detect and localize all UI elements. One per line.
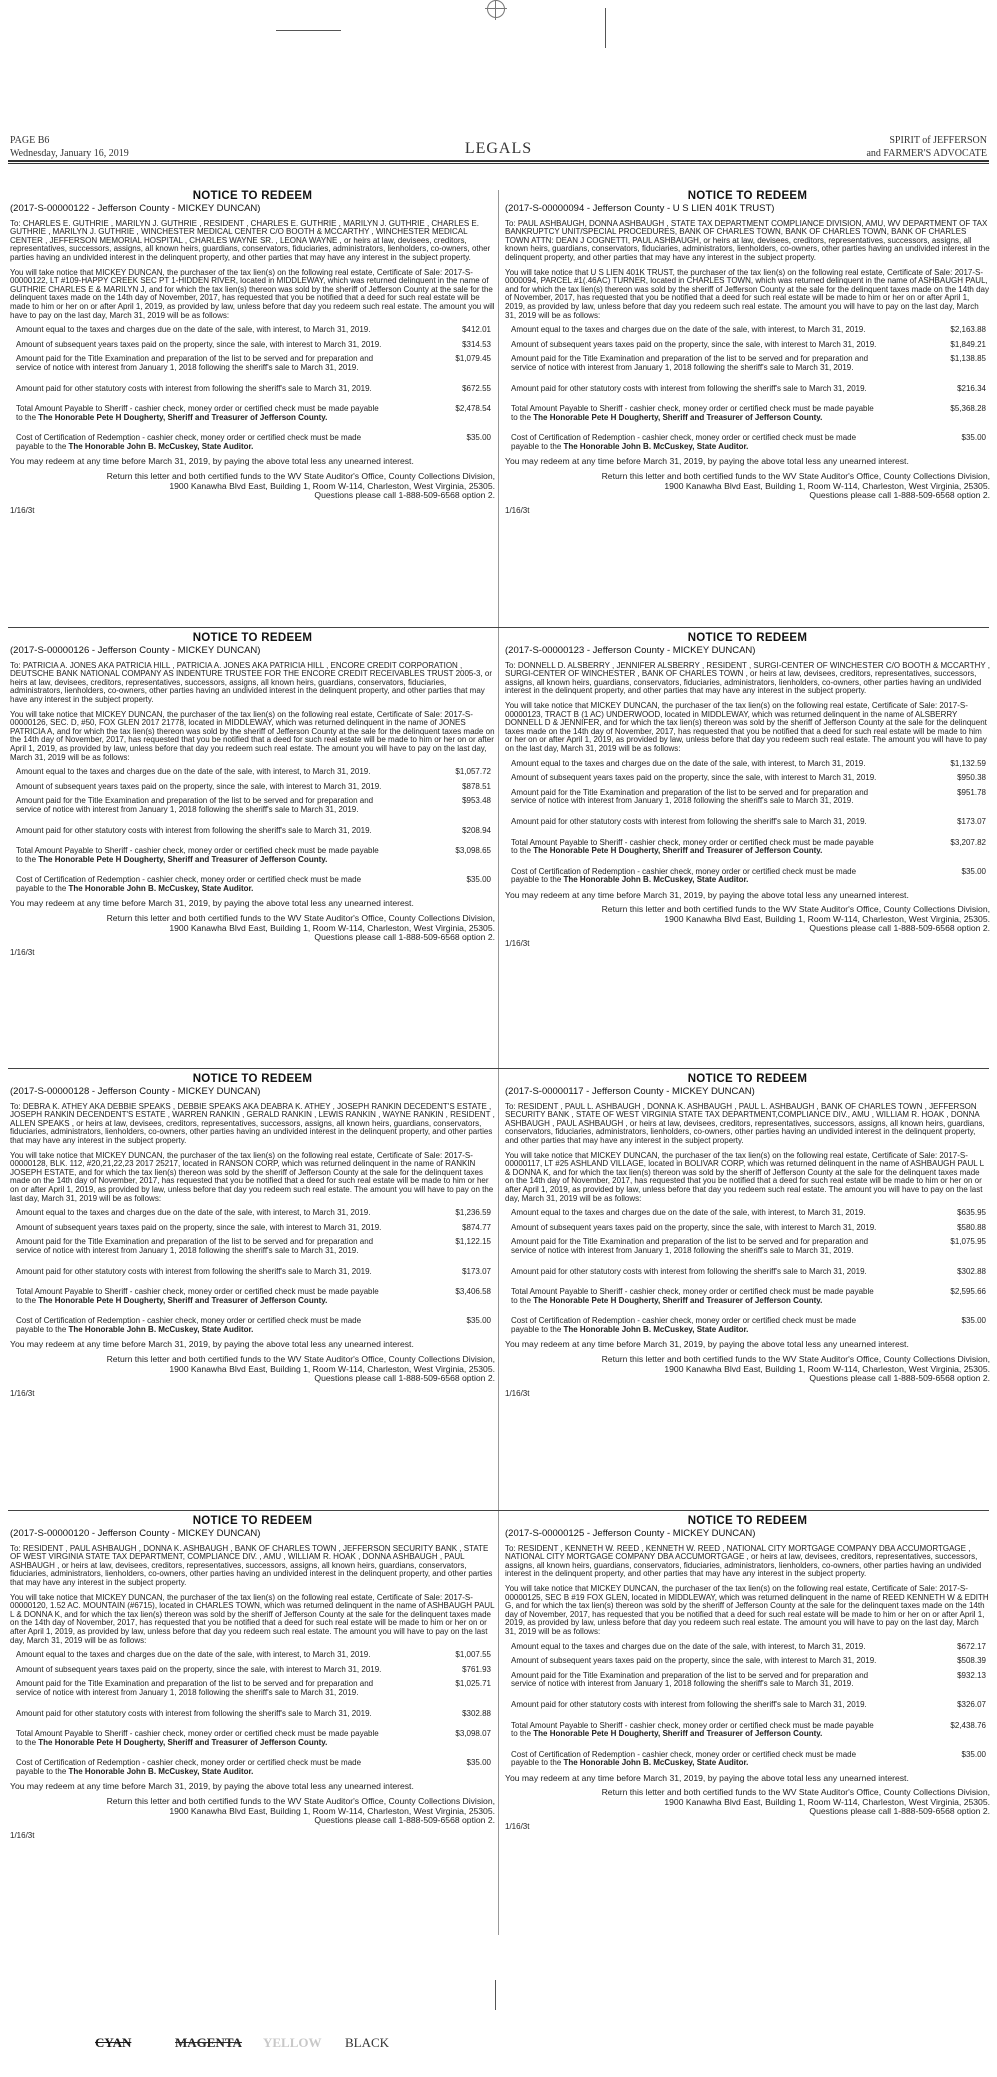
amount-value: $314.53 — [462, 339, 491, 349]
return-instructions: Return this letter and both certified funds to the WV State Auditor's Office, County Collections Division, 1900 Kanawha Blvd East, Building 1, Room W-114, Charleston, West Virginia, 25305. Questions please call 1-888-509-6568 option 2. — [106, 1354, 495, 1384]
notice-body: You will take notice that MICKEY DUNCAN, the purchaser of the tax lien(s) on the following real estate, Certificate of Sale: 2017-S-00000120, 1.52 AC. MOUNTAIN (#6715), located in CHARLES TOWN, which was returned delinquent in the name of ASHBAUGH PAUL L & DONNA K, and for which the tax lien(s) thereon was sold by the sheriff of Jefferson County at the sale for the delinquent taxes made on the 14th day of November, 2017, has requested that you be notified that a deed for such real estate will be made to him or her on or after April 1, 2019, as provided by law, unless before that day you redeem such real estate. The amount you will have to pay on the last day, March 31, 2019 will be as follows: — [10, 1592, 495, 1645]
amount-value: $950.38 — [957, 773, 986, 783]
amount-value: $672.17 — [957, 1641, 986, 1651]
redeem-text: You may redeem at any time before March 31, 2019, by paying the above total less any unearned interest. — [505, 889, 909, 900]
amount-row-other: Amount paid for other statutory costs with interest from following the sheriff's sale to March 31, 2019. $173.07 — [16, 1268, 495, 1277]
issue-date: Wednesday, January 16, 2019 — [10, 148, 129, 159]
header-rule — [8, 163, 989, 164]
amount-row-taxes: Amount equal to the taxes and charges due on the date of the sale, with interest, to March 31, 2019. $635.95 — [511, 1209, 990, 1218]
amount-row-title-exam: Amount paid for the Title Examination and preparation of the list to be served and for preparation and service of notice with interest from January 1, 2018 following the sheriff's sale to March 31, 2019. $1,025.71 — [16, 1680, 495, 1697]
amount-row-taxes: Amount equal to the taxes and charges due on the date of the sale, with interest, to March 31, 2019. $412.01 — [16, 326, 495, 335]
amount-row-certification: Cost of Certification of Redemption - cashier check, money order or certified check must be made payable to the The Honorable John B. McCuskey, State Auditor. $35.00 — [16, 876, 495, 893]
amount-row-total: Total Amount Payable to Sheriff - cashier check, money order or certified check must be made payable to the The Honorable Pete H Dougherty, Sheriff and Treasurer of Jefferson County. $3,098.07 — [16, 1730, 495, 1747]
amount-value: $1,025.71 — [455, 1679, 491, 1689]
case-number: (2017-S-00000117 - Jefferson County - MICKEY DUNCAN) — [505, 1085, 755, 1097]
amount-value: $302.88 — [462, 1708, 491, 1718]
amount-row-other: Amount paid for other statutory costs with interest from following the sheriff's sale to March 31, 2019. $216.34 — [511, 385, 990, 394]
amount-value: $35.00 — [961, 866, 986, 876]
notice-recipients: To: PAUL ASHBAUGH, DONNA ASHBAUGH , STATE TAX DEPARTMENT COMPLIANCE DIVISION, AMU, WV DEPARTMENT OF TAX BANKRUPTCY UNIT/SPECIAL PROCEDURES, BANK OF CHARLES TOWN, BANK OF CHARLES TOWN, BANK OF CHARLES TOWN ATTN: DEAN J COGNETTI, PAUL ASHBAUGH, or heirs at law, devisees, creditors, representatives, successors, assigns, all known heirs, guardians, conservators, fiduciaries, administrators, lienholders, co-owners, other parties having an undivided interest in the delinquent property, and other parties that may have any interest in the subject property. — [505, 218, 990, 262]
amount-row-certification: Cost of Certification of Redemption - cashier check, money order or certified check must be made payable to the The Honorable John B. McCuskey, State Auditor. $35.00 — [16, 434, 495, 451]
notice-body: You will take notice that MICKEY DUNCAN, the purchaser of the tax lien(s) on the following real estate, Certificate of Sale: 2017-S-00000128, BLK. 112, #20,21,22,23 2017 25217, located in RANSON CORP, which was returned delinquent in the name of RANKIN JOSEPH ESTATE, and for which the tax lien(s) thereon was sold by the sheriff of Jefferson County at the sale for the delinquent taxes made on the 14th day of November, 2017, has requested that you be notified that a deed for such real estate will be made to him or her on or after April 1, 2019, as provided by law, unless before that day you redeem such real estate. The amount you will have to pay on the last day, March 31, 2019 will be as follows: — [10, 1150, 494, 1203]
notice-body: You will take notice that MICKEY DUNCAN, the purchaser of the tax lien(s) on the following real estate, Certificate of Sale: 2017-S-00000122, LT #109-HAPPY CREEK SEC PT 1-HIDDEN RIVER, located in MIDDLEWAY, which was returned delinquent in the name of GUTHRIE CHARLES E & MARILYN J, and for which the tax lien(s) thereon was sold by the sheriff of Jefferson County at the sale for the delinquent taxes made on the 14th day of November, 2017, has requested that you be notified that a deed for such real estate will be made to him or her on or after April 1, 2019, as provided by law, unless before that day you redeem such real estate. The amount you will have to pay on the last day, March 31, 2019 will be as follows: — [10, 267, 495, 320]
row-divider — [8, 1068, 989, 1069]
amount-row-taxes: Amount equal to the taxes and charges due on the date of the sale, with interest, to March 31, 2019. $2,163.88 — [511, 326, 990, 335]
case-number: (2017-S-00000120 - Jefferson County - MICKEY DUNCAN) — [10, 1527, 261, 1539]
notice-run-date: 1/16/3t — [10, 505, 35, 515]
notice-to-redeem — [10, 1515, 495, 1840]
amount-row-total: Total Amount Payable to Sheriff - cashier check, money order or certified check must be made payable to the The Honorable Pete H Dougherty, Sheriff and Treasurer of Jefferson County. $2,438.76 — [511, 1722, 990, 1739]
amount-value: $3,406.58 — [455, 1287, 491, 1297]
amount-value: $1,132.59 — [950, 758, 986, 768]
page-header-right — [866, 134, 987, 160]
amount-row-subsequent: Amount of subsequent years taxes paid on the property, since the sale, with interest to March 31, 2019. $1,849.21 — [511, 341, 990, 350]
amount-row-certification: Cost of Certification of Redemption - cashier check, money order or certified check must be made payable to the The Honorable John B. McCuskey, State Auditor. $35.00 — [16, 1759, 495, 1776]
case-number: (2017-S-00000126 - Jefferson County - MICKEY DUNCAN) — [10, 644, 261, 656]
amount-value: $326.07 — [957, 1699, 986, 1709]
amount-row-total: Total Amount Payable to Sheriff - cashier check, money order or certified check must be made payable to the The Honorable Pete H Dougherty, Sheriff and Treasurer of Jefferson County. $2,595.66 — [511, 1288, 990, 1305]
amount-value: $3,098.65 — [455, 846, 491, 856]
redeem-text: You may redeem at any time before March 31, 2019, by paying the above total less any unearned interest. — [10, 1781, 414, 1792]
amount-value: $2,163.88 — [950, 325, 986, 335]
amount-value: $3,098.07 — [455, 1729, 491, 1739]
amount-value: $35.00 — [466, 875, 491, 885]
amount-value: $953.48 — [462, 796, 491, 806]
page-number: PAGE B6 — [10, 135, 50, 146]
header-rule — [8, 160, 989, 162]
notice-title: NOTICE TO REDEEM — [687, 1073, 808, 1085]
notice-recipients: To: PATRICIA A. JONES AKA PATRICIA HILL , PATRICIA A. JONES AKA PATRICIA HILL , ENCORE CREDIT CORPORATION , DEUTSCHE BANK NATIONAL COMPANY AS INDENTURE TRUSTEE FOR THE ENCORE CREDIT RECEIVABLES TRUST 2005-3, or heirs at law, devisees, creditors, representatives, successors, assigns, all known heirs, guardians, conservators, fiduciaries, administrators, lienholders, co-owners, other parties having an undivided interest in the delinquent property, and other parties that may have any interest in the subject property. — [10, 660, 493, 704]
registration-mark-icon — [487, 0, 505, 18]
crop-mark — [495, 1980, 496, 2010]
return-instructions: Return this letter and both certified funds to the WV State Auditor's Office, County Collections Division, 1900 Kanawha Blvd East, Building 1, Room W-114, Charleston, West Virginia, 25305. Questions please call 1-888-509-6568 option 2. — [601, 1354, 990, 1384]
notice-recipients: To: CHARLES E. GUTHRIE , MARILYN J. GUTHRIE , RESIDENT , CHARLES E. GUTHRIE , MARILYN J. GUTHRIE , CHARLES E. GUTHRIE , MARILYN J. GUTHRIE , WINCHESTER MEDICAL CENTER C/O BOOTH & MCCARTHY , WINCHESTER MEDICAL CENTER , JEFFERSON MEMORIAL HOSPITAL , CHARLES WAYNE SR. , LEONA WAYNE , or heirs at law, devisees, creditors, representatives, successors, assigns, all known heirs, guardians, conservators, fiduciaries, administrators, lienholders, co-owners, other parties having an undivided interest in the delinquent property, and other parties that may have any interest in the subject property. — [10, 218, 491, 262]
amount-value: $35.00 — [466, 1758, 491, 1768]
paper-name-line2: and FARMER'S ADVOCATE — [866, 148, 987, 159]
return-instructions: Return this letter and both certified funds to the WV State Auditor's Office, County Collections Division, 1900 Kanawha Blvd East, Building 1, Room W-114, Charleston, West Virginia, 25305. Questions please call 1-888-509-6568 option 2. — [106, 913, 495, 943]
amount-value: $173.07 — [957, 816, 986, 826]
amount-row-taxes: Amount equal to the taxes and charges due on the date of the sale, with interest, to March 31, 2019. $672.17 — [511, 1643, 990, 1652]
notice-title: NOTICE TO REDEEM — [192, 1515, 313, 1527]
notice-run-date: 1/16/3t — [10, 947, 35, 957]
amount-row-title-exam: Amount paid for the Title Examination and preparation of the list to be served and for preparation and service of notice with interest from January 1, 2018 following the sheriff's sale to March 31, 2019. $951.78 — [511, 789, 990, 806]
crop-mark — [276, 30, 341, 31]
amount-row-total: Total Amount Payable to Sheriff - cashier check, money order or certified check must be made payable to the The Honorable Pete H Dougherty, Sheriff and Treasurer of Jefferson County. $3,098.65 — [16, 847, 495, 864]
amount-value: $2,478.54 — [455, 404, 491, 414]
amount-row-certification: Cost of Certification of Redemption - cashier check, money order or certified check must be made payable to the The Honorable John B. McCuskey, State Auditor. $35.00 — [511, 1317, 990, 1334]
color-bar-cyan: CYAN — [95, 2035, 132, 2050]
return-instructions: Return this letter and both certified funds to the WV State Auditor's Office, County Collections Division, 1900 Kanawha Blvd East, Building 1, Room W-114, Charleston, West Virginia, 25305. Questions please call 1-888-509-6568 option 2. — [106, 471, 495, 501]
notice-body: You will take notice that MICKEY DUNCAN, the purchaser of the tax lien(s) on the following real estate, Certificate of Sale: 2017-S-00000123, TRACT B (1 AC) UNDERWOOD, located in MIDDLEWAY, which was returned delinquent in the name of ALSBERRY DONNELL D & JENNIFER, and for which the tax lien(s) thereon was sold by the sheriff of Jefferson County at the sale for the delinquent taxes made on the 14th day of November, 2017, has requested that you be notified that a deed for such real estate will be made to him or her on or after April 1, 2019, as provided by law, unless before that day you redeem such real estate. The amount you will have to pay on the last day, March 31, 2019 will be as follows: — [505, 700, 987, 753]
notice-title: NOTICE TO REDEEM — [687, 632, 808, 644]
amount-value: $508.39 — [957, 1656, 986, 1666]
amount-row-title-exam: Amount paid for the Title Examination and preparation of the list to be served and for preparation and service of notice with interest from January 1, 2018 following the sheriff's sale to March 31, 2019. $1,122.15 — [16, 1238, 495, 1255]
notice-title: NOTICE TO REDEEM — [192, 632, 313, 644]
notice-title: NOTICE TO REDEEM — [192, 190, 313, 202]
amount-value: $2,438.76 — [950, 1720, 986, 1730]
return-instructions: Return this letter and both certified funds to the WV State Auditor's Office, County Collections Division, 1900 Kanawha Blvd East, Building 1, Room W-114, Charleston, West Virginia, 25305. Questions please call 1-888-509-6568 option 2. — [106, 1796, 495, 1826]
crop-mark — [605, 8, 606, 48]
amount-value: $35.00 — [466, 433, 491, 443]
notice-title: NOTICE TO REDEEM — [687, 1515, 808, 1527]
amount-value: $878.51 — [462, 781, 491, 791]
notice-body: You will take notice that MICKEY DUNCAN, the purchaser of the tax lien(s) on the following real estate, Certificate of Sale: 2017-S-00000125, SEC B #19 FOX GLEN, located in MIDDLEWAY, which was returned delinquent in the name of REED KENNETH W & EDITH G, and for which the tax lien(s) thereon was sold by the sheriff of Jefferson County at the sale for the delinquent taxes made on the 14th day of November, 2017, has requested that you be notified that a deed for such real estate will be made to him or her on or after April 1, 2019, as provided by law, unless before that day you redeem such real estate. The amount you will have to pay on the last day, March 31, 2019 will be as follows: — [505, 1583, 989, 1636]
amount-value: $1,007.55 — [455, 1650, 491, 1660]
case-number: (2017-S-00000123 - Jefferson County - MICKEY DUNCAN) — [505, 644, 756, 656]
amount-row-subsequent: Amount of subsequent years taxes paid on the property, since the sale, with interest to March 31, 2019. $874.77 — [16, 1224, 495, 1233]
case-number: (2017-S-00000128 - Jefferson County - MICKEY DUNCAN) — [10, 1085, 261, 1097]
redeem-text: You may redeem at any time before March 31, 2019, by paying the above total less any unearned interest. — [10, 898, 414, 909]
notice-run-date: 1/16/3t — [10, 1388, 35, 1398]
amount-row-taxes: Amount equal to the taxes and charges due on the date of the sale, with interest, to March 31, 2019. $1,057.72 — [16, 768, 495, 777]
amount-value: $302.88 — [957, 1266, 986, 1276]
return-instructions: Return this letter and both certified funds to the WV State Auditor's Office, County Collections Division, 1900 Kanawha Blvd East, Building 1, Room W-114, Charleston, West Virginia, 25305. Questions please call 1-888-509-6568 option 2. — [601, 904, 990, 934]
amount-value: $208.94 — [462, 825, 491, 835]
amount-value: $173.07 — [462, 1266, 491, 1276]
notice-run-date: 1/16/3t — [505, 1388, 530, 1398]
notice-recipients: To: DEBRA K. ATHEY AKA DEBBIE SPEAKS , DEBBIE SPEAKS AKA DEABRA K. ATHEY , JOSEPH RANKIN DECEDENT'S ESTATE , JOSEPH RANKIN DECENDENT'S ESTATE , WARREN RANKIN , GERALD RANKIN , LEWIS RANKIN , WAYNE RANKIN , RESIDENT , ALLEN SPEAKS , or heirs at law, devisees, creditors, representatives, successors, assigns, all known heirs, guardians, conservators, fiduciaries, administrators, lienholders, co-owners, other parties having an undivided interest in the delinquent property, and other parties that may have any interest in the subject property. — [10, 1101, 495, 1145]
notice-run-date: 1/16/3t — [505, 938, 530, 948]
amount-value: $35.00 — [961, 1749, 986, 1759]
amount-row-subsequent: Amount of subsequent years taxes paid on the property, since the sale, with interest to March 31, 2019. $878.51 — [16, 783, 495, 792]
notice-recipients: To: RESIDENT , KENNETH W. REED , KENNETH W. REED , NATIONAL CITY MORTGAGE COMPANY DBA ACCUMORTGAGE , NATIONAL CITY MORTGAGE COMPANY DBA ACCUMORTGAGE , or heirs at law, devisees, creditors, representatives, successors, assigns, all known heirs, guardians, conservators, fiduciaries, administrators, lienholders, co-owners, other parties having an undivided interest in the delinquent property, and other parties that may have any interest in the subject property. — [505, 1543, 982, 1579]
amount-value: $3,207.82 — [950, 837, 986, 847]
section-title: LEGALS — [464, 140, 533, 157]
redeem-text: You may redeem at any time before March 31, 2019, by paying the above total less any unearned interest. — [505, 456, 909, 467]
notice-run-date: 1/16/3t — [505, 1821, 530, 1831]
amount-row-other: Amount paid for other statutory costs with interest from following the sheriff's sale to March 31, 2019. $302.88 — [511, 1268, 990, 1277]
notice-run-date: 1/16/3t — [505, 505, 530, 515]
notice-recipients: To: DONNELL D. ALSBERRY , JENNIFER ALSBERRY , RESIDENT , SURGI-CENTER OF WINCHESTER C/O BOOTH & MCCARTHY , SURGI-CENTER OF WINCHESTER , BANK OF CHARLES TOWN , or heirs at law, devisees, creditors, representatives, successors, assigns, all known heirs, guardians, conservators, fiduciaries, administrators, lienholders, co-owners, other parties having an undivided interest in the delinquent property, and other parties that may have any interest in the subject property. — [505, 660, 990, 696]
color-bar-yellow: YELLOW — [263, 2035, 322, 2050]
notice-recipients: To: RESIDENT , PAUL ASHBAUGH , DONNA K. ASHBAUGH , BANK OF CHARLES TOWN , JEFFERSON SECURITY BANK , STATE OF WEST VIRGINIA STATE TAX DEPARTMENT, COMPLIANCE DIV. , AMU , WILLIAM R. HOAK , DONNA ASHBAUGH , PAUL ASHBAUGH , or heirs at law, devisees, creditors, representatives, successors, assigns, all known heirs, guardians, conservators, fiduciaries, administrators, lienholders, co-owners, other parties having an undivided interest in the delinquent property, and other parties that may have any interest in the subject property. — [10, 1543, 493, 1587]
amount-row-other: Amount paid for other statutory costs with interest from following the sheriff's sale to March 31, 2019. $326.07 — [511, 1701, 990, 1710]
case-number: (2017-S-00000094 - Jefferson County - U S LIEN 401K TRUST) — [505, 202, 775, 214]
notice-to-redeem — [10, 190, 495, 515]
notice-to-redeem — [505, 632, 990, 949]
amount-row-subsequent: Amount of subsequent years taxes paid on the property, since the sale, with interest to March 31, 2019. $950.38 — [511, 774, 990, 783]
amount-row-title-exam: Amount paid for the Title Examination and preparation of the list to be served and for preparation and service of notice with interest from January 1, 2018 following the sheriff's sale to March 31, 2019. $1,075.95 — [511, 1238, 990, 1255]
amount-row-taxes: Amount equal to the taxes and charges due on the date of the sale, with interest, to March 31, 2019. $1,007.55 — [16, 1651, 495, 1660]
amount-value: $635.95 — [957, 1208, 986, 1218]
amount-row-subsequent: Amount of subsequent years taxes paid on the property, since the sale, with interest to March 31, 2019. $314.53 — [16, 341, 495, 350]
notice-run-date: 1/16/3t — [10, 1830, 35, 1840]
column-divider — [498, 190, 499, 1935]
amount-row-other: Amount paid for other statutory costs with interest from following the sheriff's sale to March 31, 2019. $173.07 — [511, 818, 990, 827]
amount-value: $1,079.45 — [455, 354, 491, 364]
amount-row-title-exam: Amount paid for the Title Examination and preparation of the list to be served and for preparation and service of notice with interest from January 1, 2018 following the sheriff's sale to March 31, 2019. $1,079.45 — [16, 355, 495, 372]
amount-row-total: Total Amount Payable to Sheriff - cashier check, money order or certified check must be made payable to the The Honorable Pete H Dougherty, Sheriff and Treasurer of Jefferson County. $3,207.82 — [511, 839, 990, 856]
amount-row-certification: Cost of Certification of Redemption - cashier check, money order or certified check must be made payable to the The Honorable John B. McCuskey, State Auditor. $35.00 — [511, 1751, 990, 1768]
return-instructions: Return this letter and both certified funds to the WV State Auditor's Office, County Collections Division, 1900 Kanawha Blvd East, Building 1, Room W-114, Charleston, West Virginia, 25305. Questions please call 1-888-509-6568 option 2. — [601, 471, 990, 501]
amount-value: $1,849.21 — [950, 339, 986, 349]
redeem-text: You may redeem at any time before March 31, 2019, by paying the above total less any unearned interest. — [10, 1339, 414, 1350]
row-divider — [8, 627, 989, 628]
amount-value: $35.00 — [961, 433, 986, 443]
notice-to-redeem — [505, 190, 990, 515]
amount-value: $580.88 — [957, 1222, 986, 1232]
notice-title: NOTICE TO REDEEM — [687, 190, 808, 202]
color-bar-black: BLACK — [345, 2035, 390, 2050]
amount-value: $5,368.28 — [950, 404, 986, 414]
amount-row-taxes: Amount equal to the taxes and charges due on the date of the sale, with interest, to March 31, 2019. $1,132.59 — [511, 760, 990, 769]
amount-value: $1,075.95 — [950, 1237, 986, 1247]
amount-value: $672.55 — [462, 383, 491, 393]
amount-value: $1,236.59 — [455, 1208, 491, 1218]
notice-to-redeem — [505, 1073, 990, 1398]
amount-row-total: Total Amount Payable to Sheriff - cashier check, money order or certified check must be made payable to the The Honorable Pete H Dougherty, Sheriff and Treasurer of Jefferson County. $2,478.54 — [16, 405, 495, 422]
amount-row-other: Amount paid for other statutory costs with interest from following the sheriff's sale to March 31, 2019. $672.55 — [16, 385, 495, 394]
amount-row-total: Total Amount Payable to Sheriff - cashier check, money order or certified check must be made payable to the The Honorable Pete H Dougherty, Sheriff and Treasurer of Jefferson County. $5,368.28 — [511, 405, 990, 422]
notice-to-redeem — [505, 1515, 990, 1832]
case-number: (2017-S-00000125 - Jefferson County - MICKEY DUNCAN) — [505, 1527, 756, 1539]
amount-value: $2,595.66 — [950, 1287, 986, 1297]
amount-value: $932.13 — [957, 1670, 986, 1680]
amount-row-certification: Cost of Certification of Redemption - cashier check, money order or certified check must be made payable to the The Honorable John B. McCuskey, State Auditor. $35.00 — [511, 434, 990, 451]
amount-value: $874.77 — [462, 1222, 491, 1232]
amount-row-certification: Cost of Certification of Redemption - cashier check, money order or certified check must be made payable to the The Honorable John B. McCuskey, State Auditor. $35.00 — [511, 868, 990, 885]
amount-row-other: Amount paid for other statutory costs with interest from following the sheriff's sale to March 31, 2019. $208.94 — [16, 827, 495, 836]
amount-value: $1,122.15 — [455, 1237, 491, 1247]
amount-value: $761.93 — [462, 1664, 491, 1674]
amount-value: $1,057.72 — [455, 767, 491, 777]
notice-body: You will take notice that MICKEY DUNCAN, the purchaser of the tax lien(s) on the following real estate, Certificate of Sale: 2017-S-00000126, SEC. D, #50, FOX GLEN 2017 21778, located in MIDDLEWAY, which was returned delinquent in the name of JONES PATRICIA A, and for which the tax lien(s) thereon was sold by the sheriff of Jefferson County at the sale for the delinquent taxes made on the 14th day of November, 2017, has requested that you be notified that a deed for such real estate will be made to him or her on or after April 1, 2019, as provided by law, unless before that day you redeem such real estate. The amount you will have to pay on the last day, March 31, 2019 will be as follows: — [10, 709, 495, 762]
notice-body: You will take notice that MICKEY DUNCAN, the purchaser of the tax lien(s) on the following real estate, Certificate of Sale: 2017-S-00000117, LT #25 ASHLAND VILLAGE, located in BOLIVAR CORP, which was returned delinquent in the name of ASHBAUGH PAUL L & DONNA K, and for which the tax lien(s) thereon was sold by the sheriff of Jefferson County at the sale for the delinquent taxes made on the 14th day of November, 2017, has requested that you be notified that a deed for such real estate will be made to him or her on or after April 1, 2019, as provided by law, unless before that day you redeem such real estate. The amount you will have to pay on the last day, March 31, 2019 will be as follows: — [505, 1150, 984, 1203]
amount-row-title-exam: Amount paid for the Title Examination and preparation of the list to be served and for preparation and service of notice with interest from January 1, 2018 following the sheriff's sale to March 31, 2019. $932.13 — [511, 1672, 990, 1689]
notice-to-redeem — [10, 1073, 495, 1398]
color-bar-magenta: MAGENTA — [175, 2035, 242, 2050]
notice-title: NOTICE TO REDEEM — [192, 1073, 313, 1085]
amount-row-subsequent: Amount of subsequent years taxes paid on the property, since the sale, with interest to March 31, 2019. $580.88 — [511, 1224, 990, 1233]
redeem-text: You may redeem at any time before March 31, 2019, by paying the above total less any unearned interest. — [505, 1772, 909, 1783]
amount-row-subsequent: Amount of subsequent years taxes paid on the property, since the sale, with interest to March 31, 2019. $508.39 — [511, 1657, 990, 1666]
amount-row-title-exam: Amount paid for the Title Examination and preparation of the list to be served and for preparation and service of notice with interest from January 1, 2018 following the sheriff's sale to March 31, 2019. $953.48 — [16, 797, 495, 814]
amount-row-subsequent: Amount of subsequent years taxes paid on the property, since the sale, with interest to March 31, 2019. $761.93 — [16, 1666, 495, 1675]
notice-recipients: To: RESIDENT , PAUL L. ASHBAUGH , DONNA K. ASHBAUGH , PAUL L. ASHBAUGH , BANK OF CHARLES TOWN , JEFFERSON SECURITY BANK , STATE OF WEST VIRGINIA STATE TAX DEPARTMENT,COMPLIANCE DIV., AMU , WILLIAM R. HOAK , DONNA ASHBAUGH , PAUL ASHBAUGH , or heirs at law, devisees, creditors, representatives, successors, assigns, all known heirs, guardians, conservators, fiduciaries, administrators, lienholders, co-owners, other parties having an undivided interest in the delinquent property, and other parties that may have any interest in the subject property. — [505, 1101, 985, 1145]
amount-value: $412.01 — [462, 325, 491, 335]
redeem-text: You may redeem at any time before March 31, 2019, by paying the above total less any unearned interest. — [10, 456, 414, 467]
amount-value: $35.00 — [961, 1316, 986, 1326]
amount-row-taxes: Amount equal to the taxes and charges due on the date of the sale, with interest, to March 31, 2019. $1,236.59 — [16, 1209, 495, 1218]
amount-row-title-exam: Amount paid for the Title Examination and preparation of the list to be served and for preparation and service of notice with interest from January 1, 2018 following the sheriff's sale to March 31, 2019. $1,138.85 — [511, 355, 990, 372]
notice-body: You will take notice that U S LIEN 401K TRUST, the purchaser of the tax lien(s) on the following real estate, Certificate of Sale: 2017-S-0000094, PARCEL #1(.46AC) TURNER, located in CHARLES TOWN, which was returned delinquent in the name of ASHBAUGH PAUL, and for which the tax lien(s) thereon was sold by the sheriff of Jefferson County at the sale for the delinquent taxes made on the 14th day of November, 2017, has requested that you be notified that a deed for such real estate will be made to him or her on or after April 1, 2019, as provided by law, unless before that day you redeem such real estate. The amount you will have to pay on the last day, March 31, 2019 will be as follows: — [505, 267, 989, 320]
notice-to-redeem — [10, 632, 495, 957]
amount-value: $216.34 — [957, 383, 986, 393]
amount-row-total: Total Amount Payable to Sheriff - cashier check, money order or certified check must be made payable to the The Honorable Pete H Dougherty, Sheriff and Treasurer of Jefferson County. $3,406.58 — [16, 1288, 495, 1305]
case-number: (2017-S-00000122 - Jefferson County - MICKEY DUNCAN) — [10, 202, 261, 214]
amount-row-other: Amount paid for other statutory costs with interest from following the sheriff's sale to March 31, 2019. $302.88 — [16, 1710, 495, 1719]
amount-value: $951.78 — [957, 787, 986, 797]
amount-value: $35.00 — [466, 1316, 491, 1326]
return-instructions: Return this letter and both certified funds to the WV State Auditor's Office, County Collections Division, 1900 Kanawha Blvd East, Building 1, Room W-114, Charleston, West Virginia, 25305. Questions please call 1-888-509-6568 option 2. — [601, 1787, 990, 1817]
row-divider — [8, 1510, 989, 1511]
amount-value: $1,138.85 — [950, 354, 986, 364]
paper-name-line1: SPIRIT of JEFFERSON — [889, 135, 987, 146]
amount-row-certification: Cost of Certification of Redemption - cashier check, money order or certified check must be made payable to the The Honorable John B. McCuskey, State Auditor. $35.00 — [16, 1317, 495, 1334]
redeem-text: You may redeem at any time before March 31, 2019, by paying the above total less any unearned interest. — [505, 1339, 909, 1350]
